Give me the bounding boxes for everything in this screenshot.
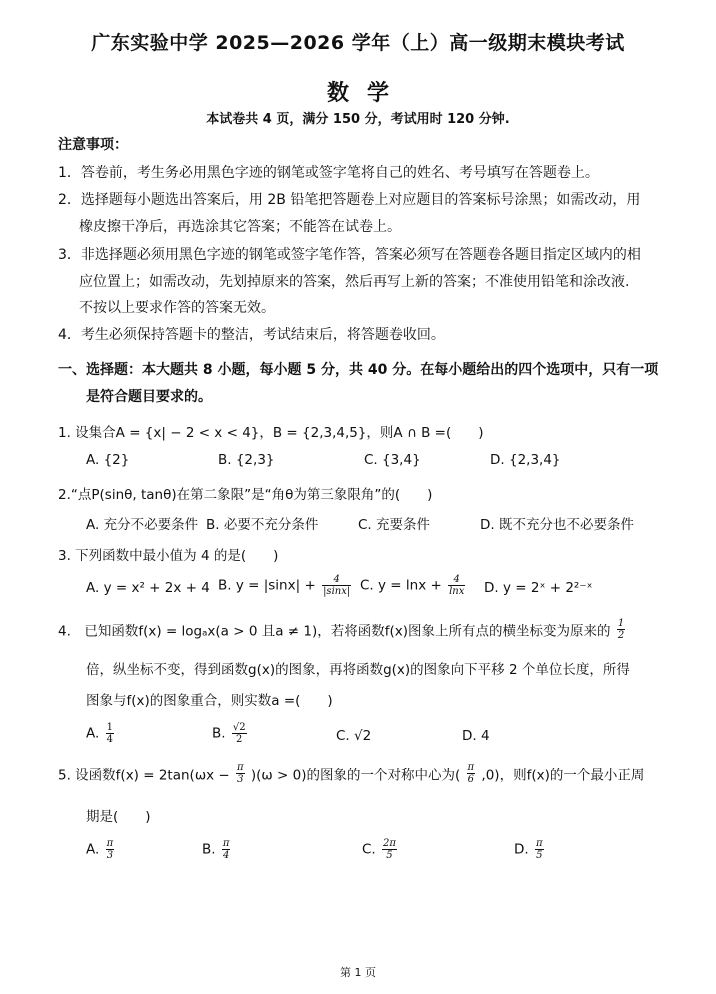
notice-line: 橡皮擦干净后，再选涂其它答案；不能答在试卷上。 (79, 219, 401, 235)
notice-line: 不按以上要求作答的答案无效。 (79, 300, 275, 316)
notice-line: 4．考生必须保持答题卡的整洁，考试结束后，将答题卷收回。 (58, 327, 445, 343)
q4-option-b: B. $\frac{√2}{2}$ (212, 722, 246, 745)
question-5-line2: 期是( ) (86, 809, 151, 825)
exam-title: 广东实验中学 2025—2026 学年（上）高一级期末模块考试 (91, 32, 625, 54)
subject-title: 数学 (326, 81, 407, 106)
question-4-line2: 倍，纵坐标不变，得到函数g(x)的图象，再将函数g(x)的图象向下平移 2 个单位长度，所得 (86, 662, 630, 678)
q2-option-c: C. 充要条件 (358, 517, 431, 533)
q3-option-b: B. y = |sinx| + $\frac{4}{|\sin x|}$ (218, 574, 351, 597)
q5-option-a: A. $\frac{\pi}{3}$ (86, 838, 114, 861)
question-4-line3: 图象与f(x)的图象重合，则实数a =( ) (86, 693, 333, 709)
notice-line: 2．选择题每小题选出答案后，用 2B 铅笔把答题卷上对应题目的答案标号涂黑；如需改动，用 (58, 192, 641, 208)
exam-info: 本试卷共 4 页，满分 150 分，考试用时 120 分钟. (206, 112, 510, 127)
question-1-stem: 1. 设集合A = {x| − 2 < x < 4}，B = {2,3,4,5}，则A ∩ B =( ) (58, 425, 484, 441)
section-heading-cont: 是符合题目要求的。 (86, 389, 212, 405)
q2-option-b: B. 必要不充分条件 (206, 517, 319, 533)
q4-option-c: C. √2 (336, 728, 372, 744)
q1-option-a: A. {2} (86, 452, 130, 468)
question-3-stem: 3. 下列函数中最小值为 4 的是( ) (58, 548, 279, 564)
q2-option-d: D. 既不充分也不必要条件 (480, 517, 634, 533)
q2-option-a: A. 充分不必要条件 (86, 517, 199, 533)
question-5-line1: 5. 设函数f(x) = 2tan(ωx − $\frac{\pi}{3}$ )(ω > 0)的图象的一个对称中心为( $\frac{\pi}{6}$ ,0)，则f(x)的一个最小正周 (58, 762, 645, 785)
q1-option-c: C. {3,4} (364, 452, 421, 468)
page-number: 第 1 页 (340, 966, 376, 979)
notice-line: 3．非选择题必须用黑色字迹的钢笔或签字笔作答，答案必须写在答题卷各题目指定区域内的相 (58, 247, 641, 263)
notice-line: 应位置上；如需改动，先划掉原来的答案，然后再写上新的答案；不准使用铅笔和涂改液. (79, 274, 630, 290)
q3-option-c: C. y = lnx + $\frac{4}{\ln x}$ (360, 574, 465, 597)
question-2-stem: 2.“点P(sinθ, tanθ)在第二象限”是“角θ为第三象限角”的( ) (58, 487, 433, 503)
q5-option-c: C. $\frac{2\pi}{5}$ (362, 838, 396, 861)
q5-option-b: B. $\frac{\pi}{4}$ (202, 838, 230, 861)
q4-option-a: A. $\frac{1}{4}$ (86, 722, 113, 745)
section-heading: 一、选择题：本大题共 8 小题，每小题 5 分，共 40 分。在每小题给出的四个选项中，只有一项 (58, 362, 659, 378)
notice-line: 1．答卷前，考生务必用黑色字迹的钢笔或签字笔将自己的姓名、考号填写在答题卷上。 (58, 165, 599, 181)
q3-option-d: D. y = 2ˣ + 2²⁻ˣ (484, 580, 593, 596)
q4-option-d: D. 4 (462, 728, 490, 744)
q1-option-d: D. {2,3,4} (490, 452, 561, 468)
question-4-line1: 4. 已知函数f(x) = logₐx(a > 0 且a ≠ 1)，若将函数f(x)图象上所有点的横坐标变为原来的 $\frac{1}{2}$ (58, 618, 625, 641)
q1-option-b: B. {2,3} (218, 452, 275, 468)
q3-option-a: A. y = x² + 2x + 4 (86, 580, 210, 596)
notice-heading: 注意事项： (58, 137, 128, 153)
q5-option-d: D. $\frac{\pi}{5}$ (514, 838, 543, 861)
